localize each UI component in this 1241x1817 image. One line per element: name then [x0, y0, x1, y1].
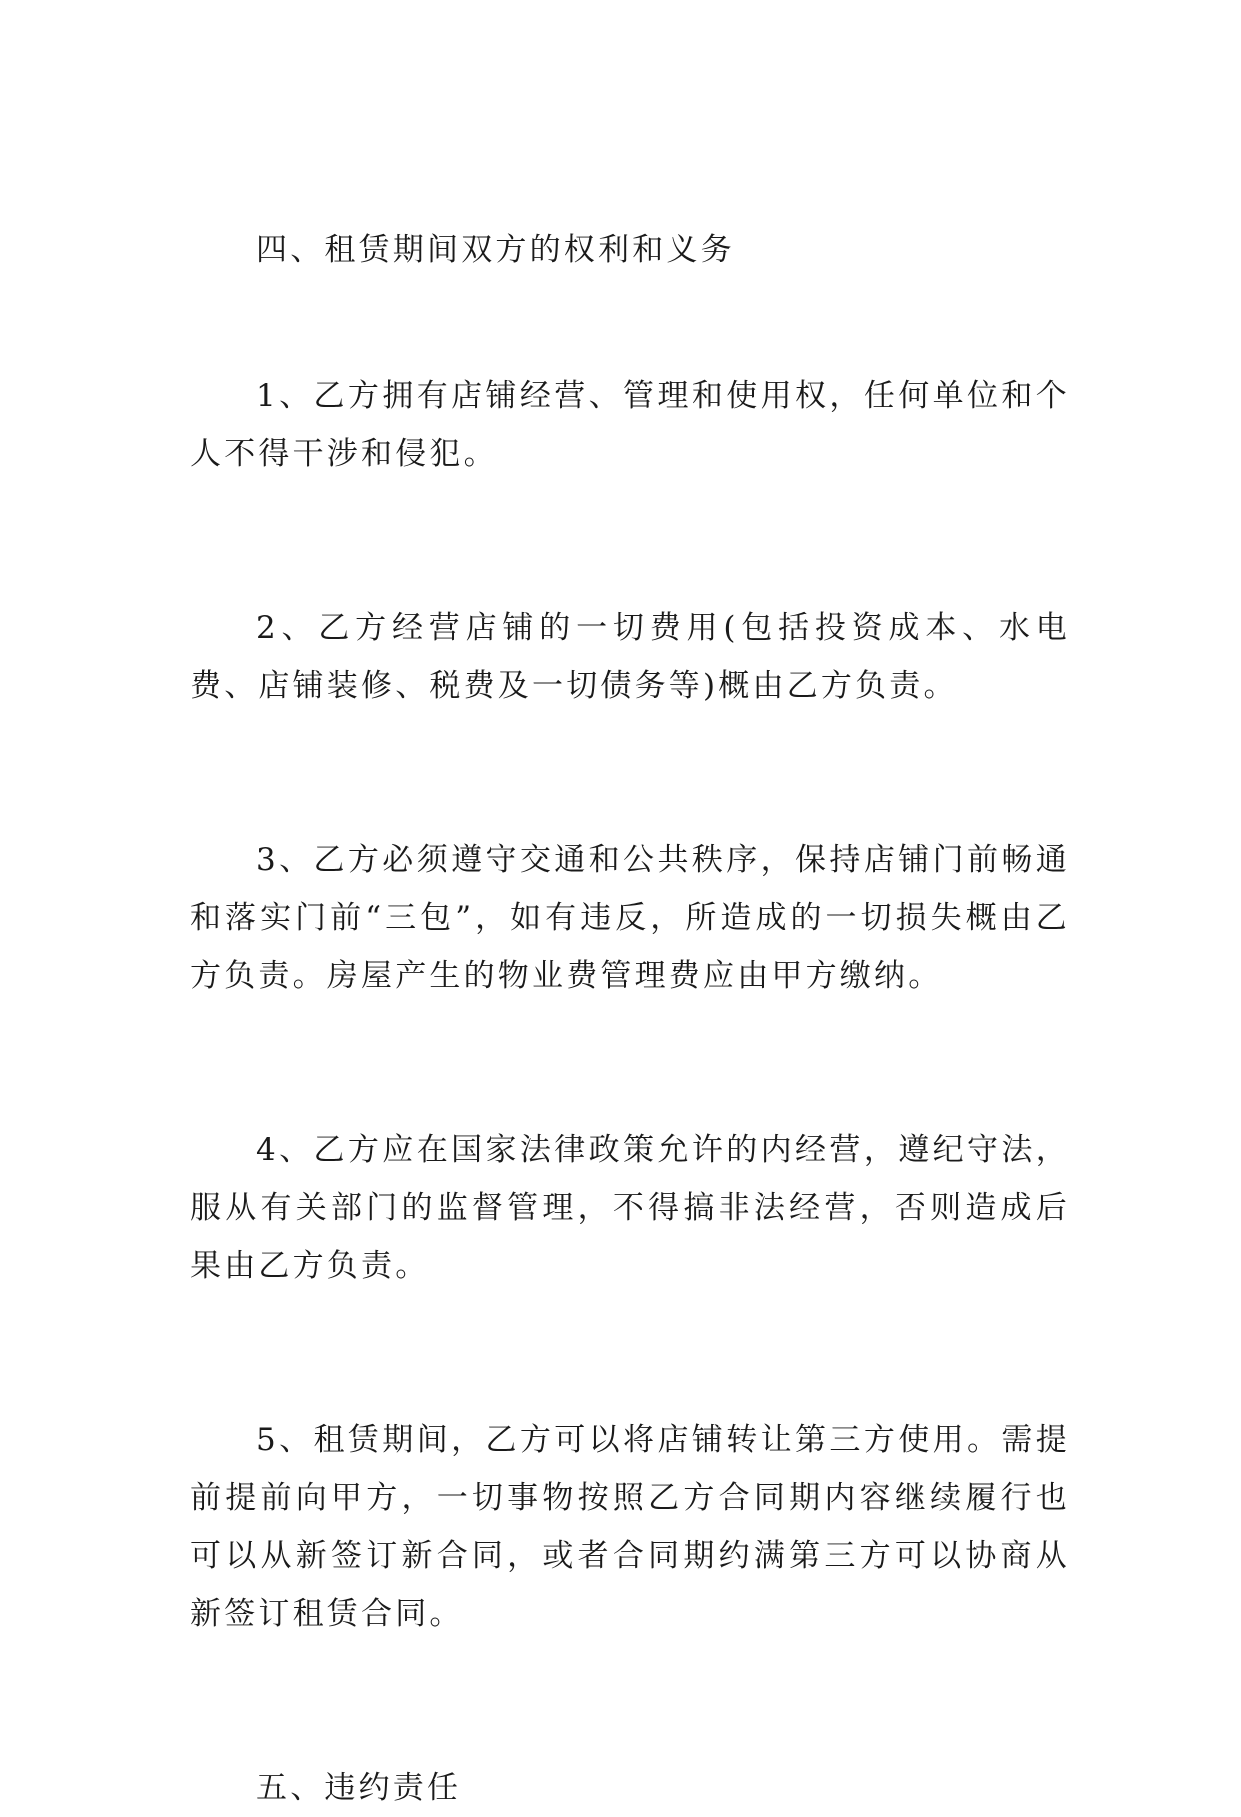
section-4-heading: 四、租赁期间双方的权利和义务	[256, 232, 735, 268]
spacer	[190, 1005, 1070, 1121]
clause-4: 4、乙方应在国家法律政策允许的内经营，遵纪守法，服从有关部门的监督管理，不得搞非法经营，否则造成后果由乙方负责。	[190, 1132, 1070, 1284]
spacer	[190, 483, 1070, 599]
document-body	[190, 221, 1070, 1817]
spacer	[190, 1295, 1070, 1411]
spacer	[190, 279, 1070, 367]
clause-1: 1、乙方拥有店铺经营、管理和使用权，任何单位和个人不得干涉和侵犯。	[190, 378, 1070, 472]
spacer	[190, 1643, 1070, 1759]
clause-5: 5、租赁期间，乙方可以将店铺转让第三方使用。需提前提前向甲方，一切事物按照乙方合同期内容继续履行也可以从新签订新合同，或者合同期约满第三方可以协商从新签订租赁合同。	[190, 1422, 1070, 1632]
clause-3: 3、乙方必须遵守交通和公共秩序，保持店铺门前畅通和落实门前“三包”，如有违反，所造成的一切损失概由乙方负责。房屋产生的物业费管理费应由甲方缴纳。	[190, 842, 1070, 994]
section-5-heading: 五、违约责任	[256, 1770, 462, 1806]
spacer	[190, 715, 1070, 831]
clause-2: 2、乙方经营店铺的一切费用(包括投资成本、水电费、店铺装修、税费及一切债务等)概由乙方负责。	[190, 610, 1070, 704]
